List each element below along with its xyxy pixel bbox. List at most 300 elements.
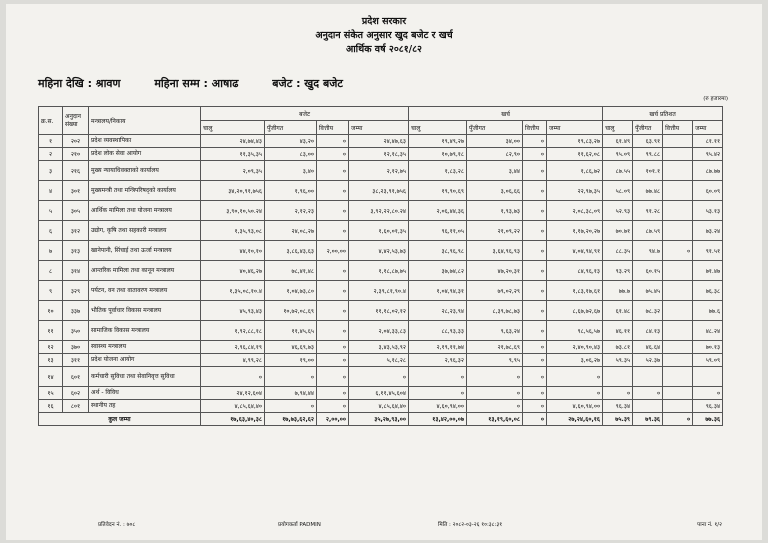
cell: ८४.१३ [633, 321, 663, 341]
cell: १३,४२,००,०७ [409, 413, 467, 426]
cell: ८८.३५ [603, 241, 633, 261]
cell: ० [317, 400, 349, 413]
cell: ० [523, 201, 547, 221]
cell: २४,४७,६३ [349, 135, 409, 148]
cell: ९६,११,०५ [409, 221, 467, 241]
cell: ८४,९६,१३ [547, 261, 603, 281]
cell: ० [523, 387, 547, 400]
cell: ९५.०९ [603, 148, 633, 161]
cell: ३,९२,२२,८०.२४ [349, 201, 409, 221]
cell: २४,०८,२७ [265, 221, 317, 241]
row-sn: २ [39, 148, 63, 161]
cell: ० [633, 387, 663, 400]
cell: ७८.३२ [633, 301, 663, 321]
cell: ० [467, 387, 523, 400]
cell: ९९.८८ [633, 148, 663, 161]
cell: ८८,९३,३३ [409, 321, 467, 341]
cell: ४६,६९,७३ [265, 341, 317, 354]
cell: १,०४,७३,८० [265, 281, 317, 301]
cell: ० [317, 161, 349, 181]
budget-type: बजेट : खुद बजेट [272, 77, 343, 90]
cell: ० [523, 161, 547, 181]
cell: ० [603, 387, 633, 400]
report-org: प्रदेश सरकार [361, 16, 407, 27]
cell: ० [693, 387, 723, 400]
cell: ० [523, 135, 547, 148]
row-grant: २०२ [63, 135, 89, 148]
cell: ० [523, 321, 547, 341]
col-ministry: मन्त्रालय/निकाय [89, 107, 201, 135]
total-row [39, 413, 723, 426]
cell [633, 400, 663, 413]
cell: १,९३,७३ [467, 201, 523, 221]
row-ministry: कर्मचारी सुविधा तथा सेवानिवृत्त सुविधा [89, 367, 201, 387]
cell: ० [317, 321, 349, 341]
cell: ६,११,४५,६०४ [349, 387, 409, 400]
row-ministry: प्रदेश योजना आयोग [89, 354, 201, 367]
cell [663, 301, 693, 321]
cell: ८२,९० [467, 148, 523, 161]
cell: ४०,४६,२७ [201, 261, 265, 281]
cell: २७,२४,६०,१६ [547, 413, 603, 426]
col-total: जम्मा [547, 121, 603, 135]
cell: ५८.०९ [603, 181, 633, 201]
cell: ३,४४ [467, 161, 523, 181]
cell: ४७,२०,३१ [467, 261, 523, 281]
cell: ७०.७१ [603, 221, 633, 241]
cell: ६१.४९ [603, 135, 633, 148]
row-grant: ३०५ [63, 201, 89, 221]
col-current: चालु [603, 121, 633, 135]
cell: २,००,०० [317, 413, 349, 426]
cell: ९१.५१ [693, 241, 723, 261]
cell: ९८,५६,५७ [547, 321, 603, 341]
cell: ३,४३,५३,९२ [349, 341, 409, 354]
cell: ११,३५,३५ [201, 148, 265, 161]
cell [663, 148, 693, 161]
cell: १,८६,७२ [547, 161, 603, 181]
cell: ९६.३४ [603, 400, 633, 413]
row-grant: ३०१ [63, 181, 89, 201]
cell: ९१.२८ [633, 201, 663, 221]
row-sn: ७ [39, 241, 63, 261]
row-grant: ६०२ [63, 387, 89, 400]
cell: ० [663, 241, 693, 261]
row-sn: १४ [39, 367, 63, 387]
cell [663, 321, 693, 341]
cell: १९,४९,२७ [409, 135, 467, 148]
cell: ० [467, 367, 523, 387]
cell: ० [317, 261, 349, 281]
table-row [39, 367, 723, 387]
cell: ८७.७७ [693, 161, 723, 181]
cell [663, 161, 693, 181]
row-grant: ३७० [63, 341, 89, 354]
cell: ३,०६,२७ [547, 354, 603, 367]
row-sn: ५ [39, 201, 63, 221]
cell: ४,८५,६४,४० [201, 400, 265, 413]
row-grant: २१६ [63, 161, 89, 181]
row-sn: १० [39, 301, 63, 321]
cell: १३,१९,६०,०८ [467, 413, 523, 426]
table-row [39, 135, 723, 148]
cell: २,०८,३८,०९ [547, 201, 603, 221]
row-ministry: अर्थ - विविध [89, 387, 201, 400]
row-grant: ३१४ [63, 261, 89, 281]
cell: ० [201, 367, 265, 387]
cell: ३,८६,४३,६३ [265, 241, 317, 261]
cell: १,८३,२८ [409, 161, 467, 181]
row-grant: ३१३ [63, 241, 89, 261]
cell: ५३.१३ [693, 201, 723, 221]
month-to: महिना सम्म : आषाढ [154, 77, 239, 90]
cell: ७९.३६ [633, 413, 663, 426]
cell: २४,७४,४३ [201, 135, 265, 148]
cell: ३४,२०,९१,७५६ [201, 181, 265, 201]
cell: २,००,०० [317, 241, 349, 261]
col-total: जम्मा [349, 121, 409, 135]
cell: ७६.३८ [693, 281, 723, 301]
col-capital: पुँजीगत [467, 121, 523, 135]
cell: २,०४,३३,८३ [349, 321, 409, 341]
report-date: मिति : २०८२-०३-२६ १०:३८:३१ [438, 522, 503, 528]
cell: २,३९,८१,९०.४ [349, 281, 409, 301]
cell: ६१.४८ [603, 301, 633, 321]
table-row [39, 387, 723, 400]
row-ministry: मुख्यमन्त्री तथा मन्त्रिपरिषद्को कार्यालय [89, 181, 201, 201]
row-sn: ९ [39, 281, 63, 301]
cell: ० [523, 261, 547, 281]
row-sn: १६ [39, 400, 63, 413]
cell: १९,०० [265, 354, 317, 367]
col-budget-group: बजेट [201, 107, 409, 121]
cell: २,९६,३२ [409, 354, 467, 367]
cell [663, 261, 693, 281]
cell [663, 135, 693, 148]
cell: ६०.०९ [693, 181, 723, 201]
cell: ० [523, 367, 547, 387]
cell: ० [523, 148, 547, 161]
cell: ० [523, 181, 547, 201]
unit-note: (रु हजारमा) [703, 96, 728, 102]
cell: २४,१२,६०४ [201, 387, 265, 400]
row-ministry: मुख्य न्यायाधिवक्ताको कार्यालय [89, 161, 201, 181]
cell: ३८,२३,९१,७५६ [349, 181, 409, 201]
row-ministry: प्रदेश व्यवस्थापिका [89, 135, 201, 148]
cell: २,९६,८४,१९ [201, 341, 265, 354]
row-grant: ३१२ [63, 221, 89, 241]
cell: ८१.११ [693, 135, 723, 148]
cell: ० [317, 354, 349, 367]
cell [663, 354, 693, 367]
table-row [39, 400, 723, 413]
row-ministry: प्रदेश लोक सेवा आयोग [89, 148, 201, 161]
cell: ८,३९,७८,७३ [467, 301, 523, 321]
cell: १७,७३,६२,६२ [265, 413, 317, 426]
cell: ७७.३६ [693, 413, 723, 426]
row-grant: ३२९ [63, 281, 89, 301]
cell: २,०९,३५ [201, 161, 265, 181]
cell: ८७.५५ [603, 161, 633, 181]
row-grant: ६०१ [63, 367, 89, 387]
cell: ० [349, 367, 409, 387]
cell: ५,१८,२८ [349, 354, 409, 367]
row-sn: १३ [39, 354, 63, 367]
col-financial: वित्तीय [663, 121, 693, 135]
cell: ४,४२,५३,७३ [349, 241, 409, 261]
row-sn: ६ [39, 221, 63, 241]
cell: ० [523, 341, 547, 354]
cell: ० [523, 413, 547, 426]
row-ministry: स्थानीय तह [89, 400, 201, 413]
cell: ७३.८१ [603, 341, 633, 354]
cell: ५९.०९ [693, 354, 723, 367]
cell: ० [317, 221, 349, 241]
cell: ७७.७ [603, 281, 633, 301]
cell: ११,१८,०२,१२ [349, 301, 409, 321]
cell: ५२.९३ [603, 201, 633, 221]
cell: १,९६,०० [265, 181, 317, 201]
row-ministry: पर्यटन, वन तथा वातावरण मन्त्रालय [89, 281, 201, 301]
fiscal-year: आर्थिक वर्ष २०८१/८२ [345, 44, 423, 55]
row-grant: २१० [63, 148, 89, 161]
cell [693, 367, 723, 387]
cell: ११,४५,६५ [265, 321, 317, 341]
col-financial: वित्तीय [523, 121, 547, 135]
cell: ३,०६,६६ [467, 181, 523, 201]
cell: ० [317, 387, 349, 400]
cell: ७७.४८ [633, 181, 663, 201]
row-ministry: खानेपानी, सिंचाई तथा ऊर्जा मन्त्रालय [89, 241, 201, 261]
row-sn: १२ [39, 341, 63, 354]
table-row [39, 161, 723, 181]
total-label: कुल जम्मा [39, 413, 201, 426]
cell: २,१२,२३ [265, 201, 317, 221]
cell: ८७.५९ [633, 221, 663, 241]
cell: २,०६,४४,३६ [409, 201, 467, 221]
cell: ४,८५,६४,४० [349, 400, 409, 413]
cell: १,८३,१७,६१ [547, 281, 603, 301]
cell: ७१.४७ [693, 261, 723, 281]
table-row [39, 241, 723, 261]
table-row [39, 341, 723, 354]
cell: ७५.३९ [603, 413, 633, 426]
cell: ६३.९१ [633, 135, 663, 148]
cell: ११,६२,०८ [547, 148, 603, 161]
col-grant: अनुदान संख्या [63, 107, 89, 135]
cell: ९,६३,२४ [467, 321, 523, 341]
cell: ३५,२७,९३,०० [349, 413, 409, 426]
cell: १९,८३,२७ [547, 135, 603, 148]
month-from: महिना देखि : श्रावण [38, 77, 121, 90]
row-grant: ३११ [63, 354, 89, 367]
cell: १,३५,०८,१०.४ [201, 281, 265, 301]
col-capital: पुँजीगत [265, 121, 317, 135]
cell [663, 221, 693, 241]
cell: ० [265, 367, 317, 387]
col-financial: वित्तीय [317, 121, 349, 135]
cell: १०,७२,०८,६९ [265, 301, 317, 321]
cell [633, 367, 663, 387]
cell: ० [547, 367, 603, 387]
cell: १,०४,९४,३१ [409, 281, 467, 301]
table-row [39, 181, 723, 201]
cell: ५२.३७ [633, 354, 663, 367]
cell: १०१.१ [633, 161, 663, 181]
table-row [39, 148, 723, 161]
cell: ७७.६ [693, 301, 723, 321]
cell: १,६०,०१,३५ [349, 221, 409, 241]
cell: ० [317, 148, 349, 161]
filter-bar [38, 76, 373, 91]
cell [603, 367, 633, 387]
cell: ४६.६४ [633, 341, 663, 354]
cell: ७३.२४ [693, 221, 723, 241]
row-sn: १५ [39, 387, 63, 400]
table-row [39, 321, 723, 341]
col-total: जम्मा [693, 121, 723, 135]
cell [663, 181, 693, 201]
cell: ० [317, 341, 349, 354]
row-sn: ३ [39, 161, 63, 181]
cell: १,९२,८८,१८ [201, 321, 265, 341]
table-row [39, 301, 723, 321]
row-ministry: आन्तरिक मामिला तथा कानून मन्त्रालय [89, 261, 201, 281]
row-sn: १ [39, 135, 63, 148]
cell: २१,७८,६९ [467, 341, 523, 354]
cell [663, 201, 693, 221]
cell: ० [523, 400, 547, 413]
table-row [39, 201, 723, 221]
cell: १,३५,९३,०८ [201, 221, 265, 241]
table-row [39, 261, 723, 281]
row-grant: ३३७ [63, 301, 89, 321]
cell: ५९.३५ [603, 354, 633, 367]
row-sn: ११ [39, 321, 63, 341]
cell: १२,१८,३५ [349, 148, 409, 161]
page-number: पाना नं. १/२ [697, 522, 722, 528]
col-capital: पुँजीगत [633, 121, 663, 135]
report-user: प्रयोगकर्ता PADMIN [278, 522, 321, 528]
cell: ० [523, 281, 547, 301]
col-expense-group: खर्च [409, 107, 603, 121]
table-row [39, 221, 723, 241]
row-ministry: उद्योग, कृषि तथा सहकारी मन्त्रालय [89, 221, 201, 241]
cell: ० [523, 221, 547, 241]
row-ministry: सामाजिक विकास मन्त्रालय [89, 321, 201, 341]
cell: ३,९०,१०,५०.२४ [201, 201, 265, 221]
cell: ७,९४,४४ [265, 387, 317, 400]
row-ministry: आर्थिक मामिला तथा योजना मन्त्रालय [89, 201, 201, 221]
cell: ६०.१५ [633, 261, 663, 281]
row-grant: ३५० [63, 321, 89, 341]
cell: २१,०९,२२ [467, 221, 523, 241]
cell: ३४,०० [467, 135, 523, 148]
report-number: प्रतिवेदन नं. : ७०८ [98, 522, 136, 528]
cell: ४८.२४ [693, 321, 723, 341]
row-sn: ४ [39, 181, 63, 201]
cell: १९,९०,६९ [409, 181, 467, 201]
col-current: चालु [201, 121, 265, 135]
cell: ० [265, 400, 317, 413]
cell: ७८,४१,४८ [265, 261, 317, 281]
cell [663, 387, 693, 400]
budget-table [38, 106, 723, 426]
cell: २२,९७,३५ [547, 181, 603, 201]
cell: ४३,२० [265, 135, 317, 148]
cell: ३,४० [265, 161, 317, 181]
table-row [39, 281, 723, 301]
cell: ९६.३४ [693, 400, 723, 413]
cell: ८३,०० [265, 148, 317, 161]
cell: ९,९५ [467, 354, 523, 367]
report-title: अनुदान संकेत अनुसार खुद बजेट र खर्च [315, 30, 453, 41]
cell: १७,६३,४०,३८ [201, 413, 265, 426]
cell: ८,६७,७२,६७ [547, 301, 603, 321]
table-row [39, 354, 723, 367]
cell: ० [523, 301, 547, 321]
cell: ३,६४,९६,९३ [467, 241, 523, 261]
cell: ० [317, 201, 349, 221]
cell: ३८,९६,९८ [409, 241, 467, 261]
cell [663, 281, 693, 301]
cell: ० [317, 301, 349, 321]
cell: ४५,९३,४३ [201, 301, 265, 321]
cell: २,४०,९०,४३ [547, 341, 603, 354]
cell [663, 341, 693, 354]
col-sn: क्र.स. [39, 107, 63, 135]
cell: १०,७९,१८ [409, 148, 467, 161]
cell: ० [317, 181, 349, 201]
cell: ९५.४२ [693, 148, 723, 161]
cell: ० [663, 413, 693, 426]
col-current: चालु [409, 121, 467, 135]
cell: ४६.११ [603, 321, 633, 341]
cell: ३७,७४,८२ [409, 261, 467, 281]
cell: ४,०४,९४,९१ [547, 241, 603, 261]
cell: ७९,०२,२९ [467, 281, 523, 301]
row-ministry: स्वास्थ्य मन्त्रालय [89, 341, 201, 354]
cell: ९३.२९ [603, 261, 633, 281]
cell: ० [523, 354, 547, 367]
row-sn: ८ [39, 261, 63, 281]
row-grant: ८०१ [63, 400, 89, 413]
cell: ४४,१०,१० [201, 241, 265, 261]
cell: १,१८,८७,७५ [349, 261, 409, 281]
cell [663, 400, 693, 413]
row-ministry: भौतिक पूर्वाधार विकास मन्त्रालय [89, 301, 201, 321]
cell: ० [409, 367, 467, 387]
cell: ७५.४५ [633, 281, 663, 301]
cell: ० [317, 367, 349, 387]
cell: ४,९९,२८ [201, 354, 265, 367]
cell: ४,६०,९४,०० [409, 400, 467, 413]
cell: ० [317, 281, 349, 301]
col-percent-group: खर्च प्रतिशत [603, 107, 723, 121]
cell: ७०.१३ [693, 341, 723, 354]
cell: ० [467, 400, 523, 413]
cell [663, 367, 693, 387]
cell: ० [317, 135, 349, 148]
cell: ९४.७ [633, 241, 663, 261]
cell: २,१२,७५ [349, 161, 409, 181]
cell: ० [409, 387, 467, 400]
cell: १,१७,२०,२७ [547, 221, 603, 241]
cell: २,१९,११,७४ [409, 341, 467, 354]
cell: ० [547, 387, 603, 400]
cell: २८,२३,९४ [409, 301, 467, 321]
cell: ४,६०,९४,०० [547, 400, 603, 413]
